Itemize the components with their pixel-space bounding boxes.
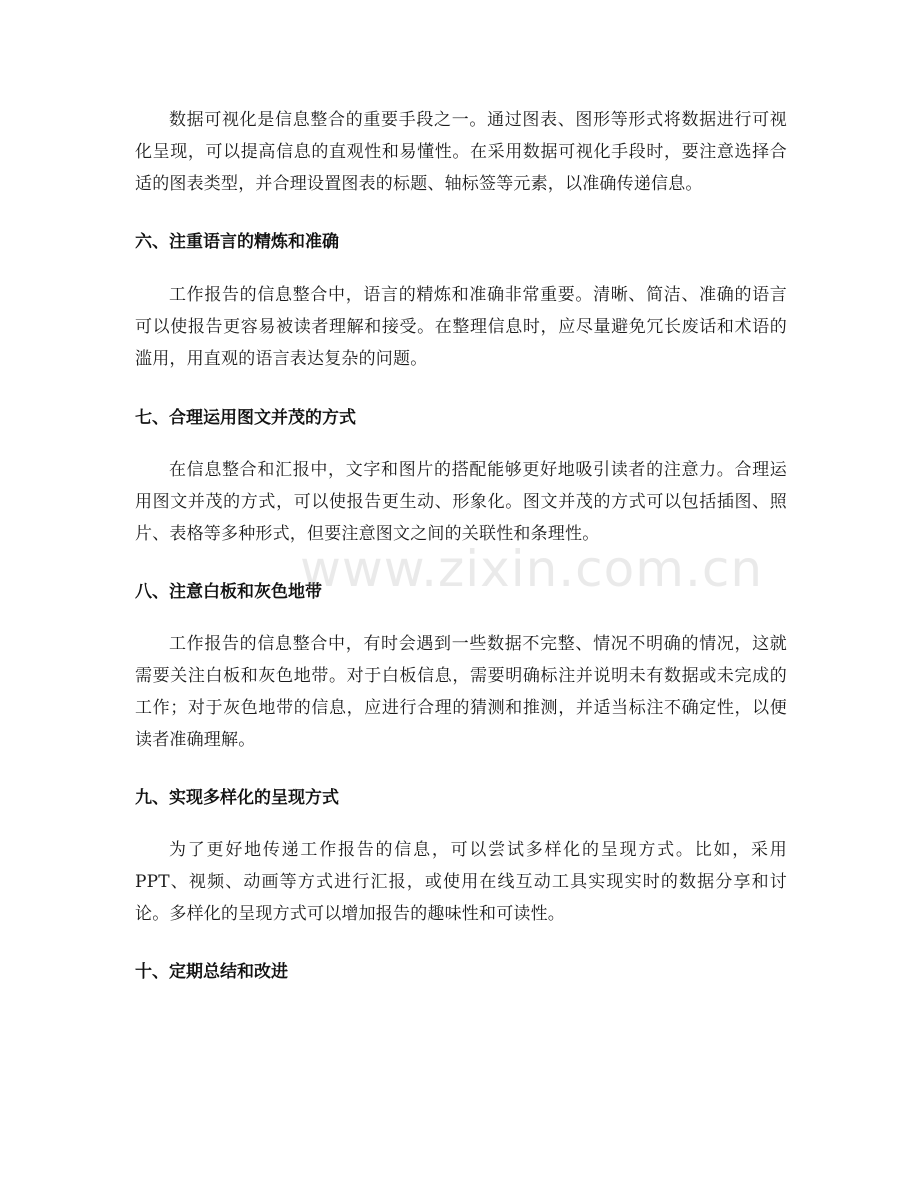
section-body-6: 工作报告的信息整合中，语言的精炼和准确非常重要。清晰、简洁、准确的语言可以使报告更容易被读者理解和接受。在整理信息时，应尽量避免冗长废话和术语的滥用，用直观的语言表达复杂的问题。 <box>135 285 787 369</box>
section-heading-8: 八、注意白板和灰色地带 <box>135 582 322 602</box>
section-heading-9: 九、实现多样化的呈现方式 <box>135 788 339 808</box>
watermark: www.zixin.com.cn <box>300 540 764 598</box>
section-heading-7: 七、合理运用图文并茂的方式 <box>135 408 356 428</box>
section-body-7: 在信息整合和汇报中，文字和图片的搭配能够更好地吸引读者的注意力。合理运用图文并茂的方式，可以使报告更生动、形象化。图文并茂的方式可以包括插图、照片、表格等多种形式，但要注意图文之间的关联性和条理性。 <box>135 460 787 544</box>
section-body-9: 为了更好地传递工作报告的信息，可以尝试多样化的呈现方式。比如，采用PPT、视频、动画等方式进行汇报，或使用在线互动工具实现实时的数据分享和讨论。多样化的呈现方式可以增加报告的趣味性和可读性。 <box>135 840 787 924</box>
intro-paragraph: 数据可视化是信息整合的重要手段之一。通过图表、图形等形式将数据进行可视化呈现，可以提高信息的直观性和易懂性。在采用数据可视化手段时，要注意选择合适的图表类型，并合理设置图表的标题、轴标签等元素，以准确传递信息。 <box>135 110 787 194</box>
section-heading-10: 十、定期总结和改进 <box>135 962 288 982</box>
section-heading-6: 六、注重语言的精炼和准确 <box>135 232 339 252</box>
section-body-8: 工作报告的信息整合中，有时会遇到一些数据不完整、情况不明确的情况，这就需要关注白板和灰色地带。对于白板信息，需要明确标注并说明未有数据或未完成的工作；对于灰色地带的信息，应进行合理的猜测和推测，并适当标注不确定性，以便读者准确理解。 <box>135 634 787 750</box>
